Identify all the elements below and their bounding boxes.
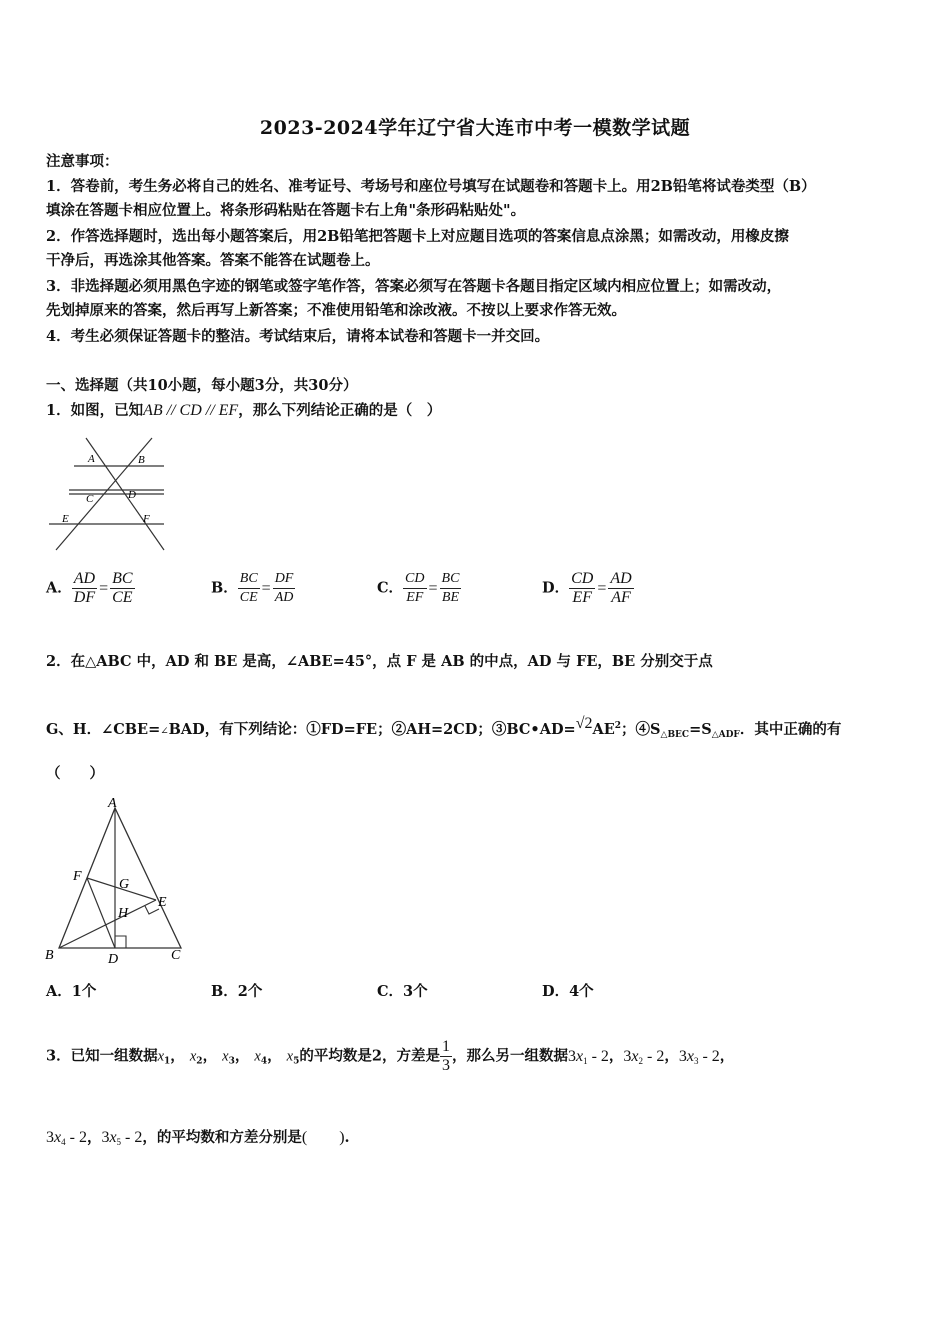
label-d: D xyxy=(128,489,136,501)
label-c: C xyxy=(86,493,94,505)
question-1-option-d[interactable]: D． $\frac{CD}{EF}$ = $\frac{AD}{AF}$ xyxy=(542,570,632,606)
question-2-option-d[interactable]: D．4个 xyxy=(542,983,594,1000)
notice-line: 先划掉原来的答案，然后再写上新答案；不准使用铅笔和涂改液。不按以上要求作答无效。 xyxy=(46,302,626,319)
label-f: F xyxy=(73,869,82,884)
right-angle-e xyxy=(145,906,159,914)
segment-fd xyxy=(87,878,115,948)
notice-line: 4．考生必须保证答题卡的整洁。考试结束后，请将本试卷和答题卡一并交回。 xyxy=(46,328,550,345)
label-b: B xyxy=(138,454,145,466)
notice-line: 2．作答选择题时，选出每小题答案后，用2B铅笔把答题卡上对应题目选项的答案信息点涂黑；如需改动，用橡皮擦 xyxy=(46,228,789,245)
question-1-option-c[interactable]: C． $\frac{CD}{EF}$ = $\frac{BC}{BE}$ xyxy=(377,571,460,605)
question-3-stem-line2: $3x_4 - 2$，$3x_5 - 2$，的平均数和方差分别是( ). xyxy=(46,1129,350,1147)
notice-line: 干净后，再选涂其他答案。答案不能答在试题卷上。 xyxy=(46,252,380,269)
label-e: E xyxy=(62,513,69,525)
page-title: 2023-2024学年辽宁省大连市中考一模数学试题 xyxy=(259,117,691,139)
question-2-paren: （ ） xyxy=(46,765,104,782)
question-2-option-b[interactable]: B．2个 xyxy=(211,983,263,1000)
right-angle-d xyxy=(115,936,126,948)
notice-heading: 注意事项： xyxy=(46,153,119,170)
question-1-option-a[interactable]: A． $\frac{AD}{DF}$ = $\frac{BC}{CE}$ xyxy=(46,570,133,606)
label-a: A xyxy=(88,453,95,465)
notice-line: 填涂在答题卡相应位置上。将条形码粘贴在答题卡右上角"条形码粘贴处"。 xyxy=(46,202,526,219)
label-b: B xyxy=(45,948,54,963)
notice-line: 1．答卷前，考生务必将自己的姓名、准考证号、考场号和座位号填写在试题卷和答题卡上。用2B铅笔将试卷类型（B） xyxy=(46,178,816,195)
label-g: G xyxy=(119,877,130,892)
label-c: C xyxy=(171,948,181,963)
section-heading: 一、选择题（共10小题，每小题3分，共30分） xyxy=(46,377,358,394)
question-1-figure xyxy=(44,432,169,552)
question-3-stem-line1: 3．已知一组数据$x_1$， $x_2$， $x_3$， $x_4$， $x_5$的平均数是2，方差是 $\frac{1}{3}$ ，那么另一组数据$3x_1 - 2$，$3x_2 - 2$，$3x_3 - 2$， xyxy=(46,1038,735,1074)
question-1-stem: 1．如图，已知AB // CD // EF，那么下列结论正确的是（ ） xyxy=(46,402,442,419)
label-h: H xyxy=(118,906,129,921)
altitude-be xyxy=(59,900,156,948)
question-1-option-b[interactable]: B． $\frac{BC}{CE}$ = $\frac{DF}{AD}$ xyxy=(211,571,294,605)
question-2-option-a[interactable]: A．1个 xyxy=(46,983,97,1000)
label-f: F xyxy=(143,513,150,525)
label-a: A xyxy=(108,796,117,811)
question-2-figure xyxy=(42,793,192,968)
question-2-stem-line1: 2．在△ABC 中，AD 和 BE 是高，∠ABE=45°，点 F 是 AB 的中点，AD 与 FE，BE 分别交于点 xyxy=(46,653,713,670)
label-d: D xyxy=(108,952,119,967)
question-2-option-c[interactable]: C．3个 xyxy=(377,983,428,1000)
label-e: E xyxy=(158,895,167,910)
question-2-stem-line2: G、H．∠CBE=∠BAD，有下列结论：①FD=FE；②AH=2CD；$③BC•AD=√2AE^2$；$④S_{\triangle BEC}=S_{\triangle ADF}$．其中正确的有 xyxy=(46,715,842,740)
notice-line: 3．非选择题必须用黑色字迹的钢笔或签字笔作答，答案必须写在答题卡各题目指定区域内相应位置上；如需改动， xyxy=(46,278,782,295)
